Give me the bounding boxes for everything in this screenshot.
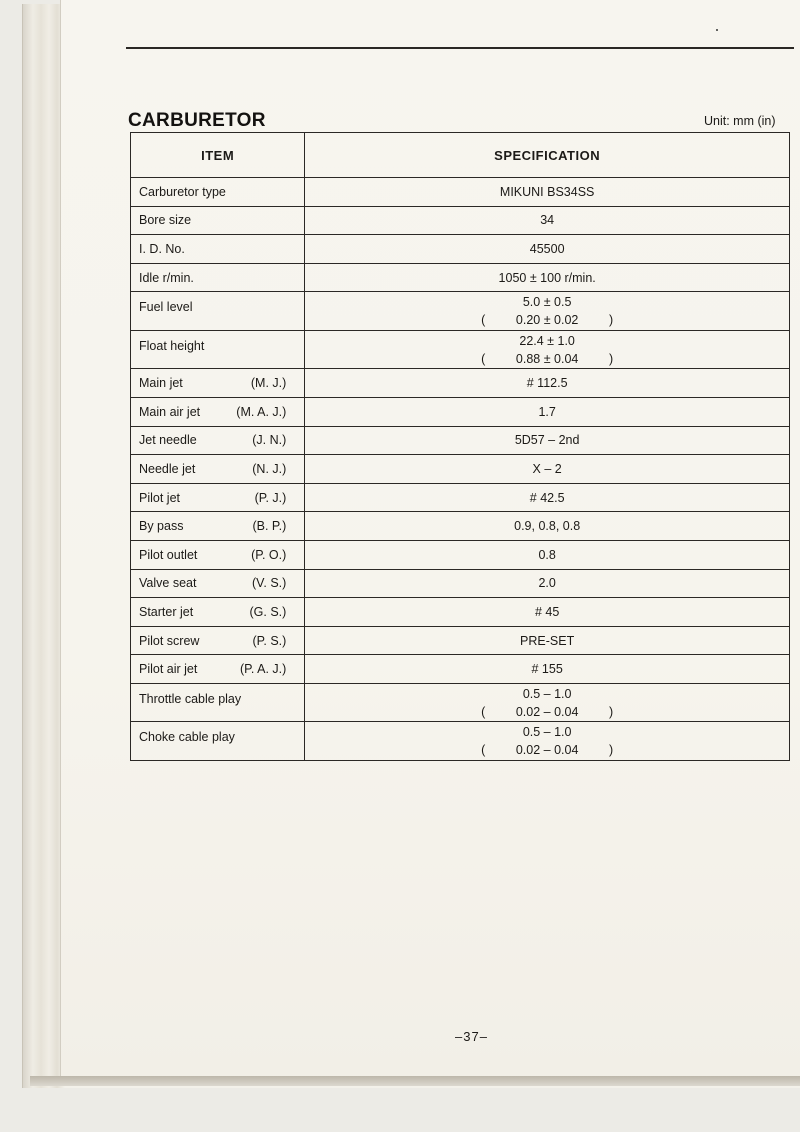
spec-cell xyxy=(305,512,790,541)
table-row xyxy=(131,369,790,398)
spec-value-in xyxy=(481,703,613,721)
spec-value: # 155 xyxy=(531,662,563,677)
spec-cell xyxy=(305,397,790,426)
spec-two-line xyxy=(481,332,613,368)
item-cell xyxy=(131,206,305,235)
table-row xyxy=(131,483,790,512)
item-cell xyxy=(131,655,305,684)
item-name: Pilot outlet xyxy=(139,547,198,562)
spec-cell xyxy=(305,292,790,331)
close-paren: ) xyxy=(608,351,614,366)
table-row xyxy=(131,206,790,235)
item-name: Main jet xyxy=(139,376,183,391)
table-row xyxy=(131,178,790,207)
item-name: Jet needle xyxy=(139,433,197,448)
spec-cell xyxy=(305,722,790,761)
spec-value-mm: 22.4 ± 1.0 xyxy=(519,333,575,348)
spec-cell xyxy=(305,540,790,569)
table-row xyxy=(131,655,790,684)
spec-value: 0.9, 0.8, 0.8 xyxy=(514,519,581,534)
item-abbreviation: (M. A. J.) xyxy=(236,404,287,419)
spec-value: X – 2 xyxy=(532,461,562,476)
item-name: Valve seat xyxy=(139,576,197,591)
item-name: Pilot screw xyxy=(139,633,200,648)
spec-cell xyxy=(305,263,790,292)
spec-cell xyxy=(305,330,790,369)
item-name: Bore size xyxy=(139,213,192,228)
item-name: Float height xyxy=(139,338,205,353)
table-row xyxy=(131,626,790,655)
spec-cell xyxy=(305,235,790,264)
item-cell xyxy=(131,178,305,207)
item-name: Starter jet xyxy=(139,604,194,619)
table-row xyxy=(131,683,790,722)
header-rule xyxy=(126,47,794,49)
item-cell xyxy=(131,722,305,761)
spec-inch-value: 0.02 – 0.04 xyxy=(515,704,579,719)
item-cell xyxy=(131,483,305,512)
spec-inch-value: 0.20 ± 0.02 xyxy=(515,313,579,328)
table-row xyxy=(131,292,790,331)
spec-cell xyxy=(305,569,790,598)
table-row xyxy=(131,512,790,541)
spec-cell xyxy=(305,369,790,398)
item-name: Needle jet xyxy=(139,461,196,476)
table-row xyxy=(131,330,790,369)
table-row xyxy=(131,397,790,426)
item-name: I. D. No. xyxy=(139,241,185,256)
item-cell xyxy=(131,598,305,627)
column-header-item: ITEM xyxy=(131,133,305,178)
item-abbreviation: (B. P.) xyxy=(252,519,287,534)
spec-value-in xyxy=(481,350,613,368)
item-abbreviation: (G. S.) xyxy=(249,604,287,619)
spec-value: 0.8 xyxy=(538,547,556,562)
item-cell xyxy=(131,426,305,455)
item-name: Pilot jet xyxy=(139,490,180,505)
item-abbreviation: (P. O.) xyxy=(251,547,287,562)
item-cell xyxy=(131,540,305,569)
spec-cell xyxy=(305,683,790,722)
item-cell xyxy=(131,292,305,331)
table-row xyxy=(131,569,790,598)
table-row xyxy=(131,426,790,455)
item-cell xyxy=(131,235,305,264)
item-cell xyxy=(131,330,305,369)
spec-value-in xyxy=(481,741,613,759)
spec-cell xyxy=(305,483,790,512)
spec-cell xyxy=(305,655,790,684)
page-number: –37– xyxy=(455,1029,488,1044)
spec-two-line xyxy=(481,723,613,759)
spec-cell xyxy=(305,178,790,207)
table-row xyxy=(131,455,790,484)
table-row xyxy=(131,263,790,292)
item-cell xyxy=(131,683,305,722)
spec-value-mm: 0.5 – 1.0 xyxy=(522,686,572,701)
close-paren: ) xyxy=(608,704,614,719)
spec-value: # 42.5 xyxy=(529,490,565,505)
item-abbreviation: (P. J.) xyxy=(254,490,287,505)
table-body xyxy=(131,178,790,761)
spec-inch-value: 0.02 – 0.04 xyxy=(515,743,579,758)
item-abbreviation: (J. N.) xyxy=(252,433,287,448)
item-abbreviation: (M. J.) xyxy=(250,376,287,391)
spec-cell xyxy=(305,626,790,655)
open-paren: ( xyxy=(481,704,486,719)
spec-value: # 45 xyxy=(534,604,560,619)
open-paren: ( xyxy=(481,743,486,758)
spec-value: MIKUNI BS34SS xyxy=(499,184,595,199)
item-cell xyxy=(131,626,305,655)
spec-cell xyxy=(305,598,790,627)
spec-cell xyxy=(305,426,790,455)
spec-two-line xyxy=(481,685,613,721)
spec-value: 34 xyxy=(540,213,555,228)
item-name: Throttle cable play xyxy=(139,691,242,706)
spec-value: 1050 ± 100 r/min. xyxy=(498,270,596,285)
table-row xyxy=(131,722,790,761)
close-paren: ) xyxy=(608,313,614,328)
column-header-specification: SPECIFICATION xyxy=(305,133,790,178)
item-name: Main air jet xyxy=(139,404,201,419)
close-paren: ) xyxy=(608,743,614,758)
spec-two-line xyxy=(481,293,613,329)
spec-value: 1.7 xyxy=(538,404,556,419)
spec-value: 2.0 xyxy=(538,576,556,591)
table-row xyxy=(131,540,790,569)
open-paren: ( xyxy=(481,351,486,366)
page-bottom-shadow xyxy=(30,1076,800,1086)
item-name: By pass xyxy=(139,519,184,534)
item-name: Carburetor type xyxy=(139,184,226,199)
spec-value: 45500 xyxy=(529,241,565,256)
item-cell xyxy=(131,263,305,292)
item-name: Fuel level xyxy=(139,300,193,315)
item-cell xyxy=(131,397,305,426)
item-name: Pilot air jet xyxy=(139,662,198,677)
item-abbreviation: (P. S.) xyxy=(252,633,287,648)
item-abbreviation: (V. S.) xyxy=(252,576,287,591)
spec-cell xyxy=(305,206,790,235)
spec-value: 5D57 – 2nd xyxy=(514,433,580,448)
item-name: Choke cable play xyxy=(139,730,235,745)
item-cell xyxy=(131,512,305,541)
table-row xyxy=(131,235,790,264)
spec-cell xyxy=(305,455,790,484)
item-cell xyxy=(131,369,305,398)
speck xyxy=(716,29,718,31)
spec-value-in xyxy=(481,311,613,329)
spec-value-mm: 5.0 ± 0.5 xyxy=(522,295,572,310)
spec-value: # 112.5 xyxy=(526,376,568,391)
unit-label: Unit: mm (in) xyxy=(704,114,776,128)
item-abbreviation: (N. J.) xyxy=(252,461,287,476)
spec-inch-value: 0.88 ± 0.04 xyxy=(515,351,579,366)
item-name: Idle r/min. xyxy=(139,270,194,285)
open-paren: ( xyxy=(481,313,486,328)
table-row xyxy=(131,598,790,627)
table-header-row xyxy=(131,133,790,178)
item-abbreviation: (P. A. J.) xyxy=(239,662,287,677)
item-cell xyxy=(131,569,305,598)
carburetor-spec-table xyxy=(130,132,790,761)
item-cell xyxy=(131,455,305,484)
spec-value-mm: 0.5 – 1.0 xyxy=(522,725,572,740)
spec-value: PRE-SET xyxy=(520,633,575,648)
section-title: CARBURETOR xyxy=(128,110,266,131)
